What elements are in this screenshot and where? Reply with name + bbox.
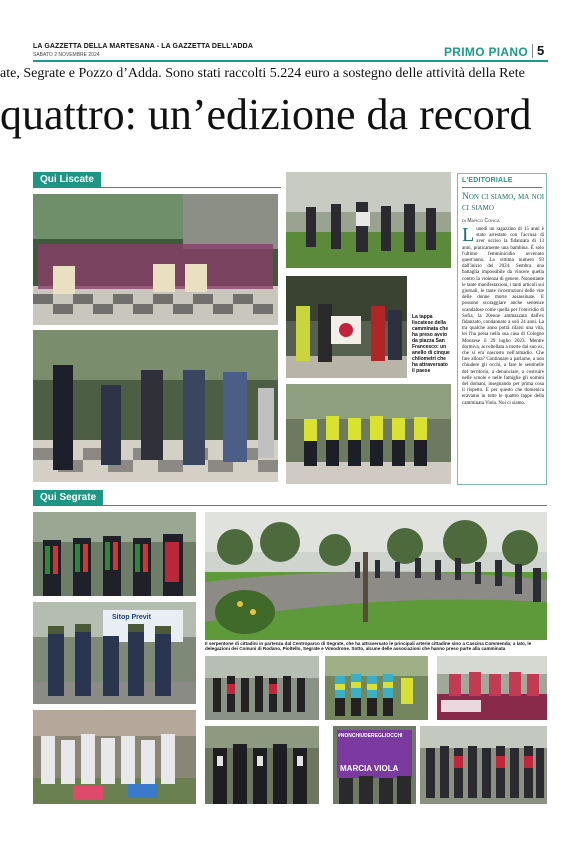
editorial-author: di Marco Conca [462,218,500,224]
editorial-title: Non ci siamo, ma noi ci siamo [462,192,545,213]
issue-date: SABATO 2 NOVEMBRE 2024 [33,52,100,58]
caption-segrate: Il serpentone di cittadini in partenza dal Centroparco di Segrate, che ha attraversato le principali arterie cittadine sino a Cascina Commenda; a lato, le delegazioni dei Comuni di Rodano, Pioltello, Segrate e Vimodrone. Sotto, alcune delle associazioni che hanno preso parte alla camminata [205,641,532,652]
editorial-box [457,173,547,485]
photo-liscate-officials [33,330,278,482]
section-divider [532,44,533,58]
photo-liscate-walkers [286,172,451,268]
section-tag-rule [33,505,547,506]
photo-liscate-child-sign [286,276,407,378]
section-tag-liscate: Qui Liscate [33,172,101,187]
photo-segrate-stand [437,656,547,720]
editorial-dropcap: L [462,224,475,246]
march-banner-text: MARCIA VIOLA [340,764,399,773]
subheadline: ate, Segrate e Pozzo d’Adda. Sono stati raccolti 5.224 euro a sostegno delle attività della Rete [0,66,525,81]
photo-segrate-volunteers [325,656,428,720]
photo-segrate-group-3 [420,726,547,804]
photo-segrate-group-2 [205,726,319,804]
photo-liscate-vests [286,384,451,484]
masthead [33,43,253,59]
section-title: PRIMO PIANO [444,45,528,59]
photo-segrate-group-1 [205,656,319,720]
photo-segrate-mayors [33,512,196,596]
editorial-kicker: L'EDITORIALE [462,177,513,184]
editorial-rule [462,187,542,188]
headline: quattro: un’edizione da record [0,90,532,139]
editorial-text: unedì un ragazzino di 15 anni è stato arrestato con l'accusa di aver ucciso la fidanzata di 13 anni, praticamente una bambina. È solo l'ultimo femminicidio avvenuto quest'anno. La vittima numero 93 dall'inizio del 2024. Sembra una battaglia impossibile da vincere quella contro la violenza di genere. Nonostante le tante manifestazioni, i tanti articoli sui giornali, le tante ricostruzioni delle vite delle donne morte assassinate. E possono scoraggiare anche sentenze scandalose come quella per l'omicidio di Sofia, la 20enne ammazzata dall'ex fidanzato, condannato a soli 24 anni. La tra qualche anno potrà rifarsi una vita, lei l'ha persa nella sua casa di Cologno Monzese il 29 luglio 2023. Mentre dormiva, accoltellata a morte dal suo ex, che si era nascosto nell'armadio. Che fare allora? Continuare a parlarne, a non chiudere gli occhi, a fare le sentinelle del territorio, a denunciare, a costruire nelle scuole e nelle famiglie gli uomini del domani, insegnando per prima cosa il rispetto. E per questo che domenica eravamo in tutte le quattro tappe della camminata Viola. Noi ci siamo. [462,227,544,406]
caption-liscate: La tappa liscatese della camminata che ha preso avvio da piazza San Francesco: un anello di cinque chilometri che ha attraversato il paese [412,314,450,374]
editorial-body [462,224,544,407]
photo-segrate-kids [33,710,196,804]
sign-text: Sitop Previt [112,614,151,621]
photo-segrate-park [205,512,547,640]
photo-liscate-group [33,194,278,325]
hashtag-banner-text: #NONCHIUDEREGLIOCCHI [338,733,403,739]
section-tag-rule [33,187,281,188]
section-tag-segrate: Qui Segrate [33,490,103,505]
header-rule [33,60,548,62]
page-number: 5 [537,43,545,58]
paper-name: LA GAZZETTA DELLA MARTESANA - LA GAZZETTA DELL'ADDA [33,43,253,50]
